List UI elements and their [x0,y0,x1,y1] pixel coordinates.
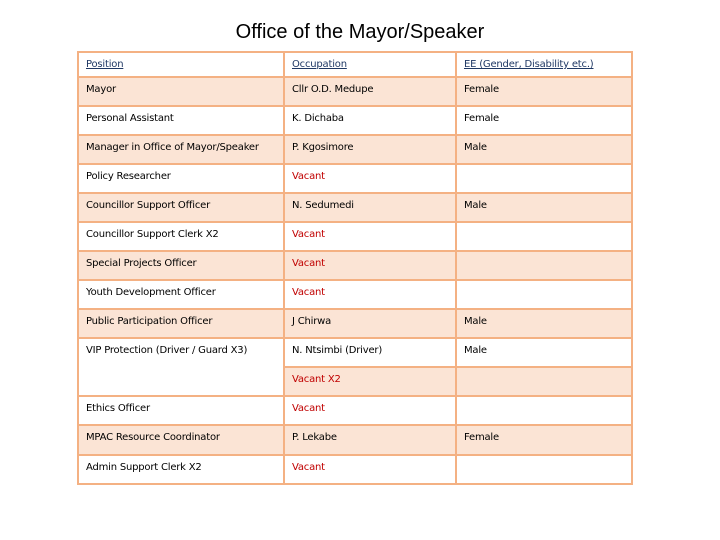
occupation-cell [284,396,456,425]
page-title: Office of the Mayor/Speaker [235,21,485,43]
occupation-cell-text: N. Sedumedi [292,200,354,211]
table-row [78,77,632,106]
ee-cell [456,222,632,251]
position-cell [78,251,284,280]
occupation-cell [284,77,456,106]
occupation-cell [284,164,456,193]
position-cell-text: Mayor [86,84,116,95]
ee-cell-text: Female [464,432,499,443]
ee-cell [456,338,632,367]
ee-cell [456,396,632,425]
ee-cell-text: Male [464,142,487,153]
occupation-cell-text: Vacant [292,403,325,414]
occupation-cell-text: Vacant [292,258,325,269]
position-cell [78,106,284,135]
position-cell [78,77,284,106]
occupation-cell-text: Cllr O.D. Medupe [292,84,374,95]
ee-cell-text: Male [464,345,487,356]
occupation-cell-text: K. Dichaba [292,113,344,124]
ee-cell [456,425,632,455]
ee-cell [456,251,632,280]
position-cell-text: Policy Researcher [86,171,171,182]
occupation-cell [284,222,456,251]
occupation-cell [284,338,456,367]
table-row [78,164,632,193]
occupation-cell [284,309,456,338]
position-cell-text: Councillor Support Officer [86,200,210,211]
occupation-cell [284,425,456,455]
ee-cell-text: Male [464,316,487,327]
ee-cell [456,77,632,106]
occupation-cell-text: N. Ntsimbi (Driver) [292,345,383,356]
occupation-cell-text: Vacant [292,171,325,182]
position-cell [78,309,284,338]
position-cell-text: Manager in Office of Mayor/Speaker [86,142,259,153]
ee-cell [456,135,632,164]
position-cell-text: Special Projects Officer [86,258,197,269]
position-cell [78,367,284,396]
ee-cell [456,280,632,309]
ee-cell-text: Male [464,200,487,211]
position-cell-text: Admin Support Clerk X2 [86,462,202,473]
position-cell [78,135,284,164]
table-row [78,251,632,280]
table-row [78,396,632,425]
ee-cell [456,367,632,396]
occupation-cell [284,455,456,484]
staff-table [77,51,633,485]
occupation-cell-text: Vacant X2 [292,374,341,385]
position-cell [78,222,284,251]
position-cell-text: Ethics Officer [86,403,150,414]
occupation-cell [284,106,456,135]
table-header-row [78,52,632,77]
ee-cell-text: Female [464,113,499,124]
table-row [78,193,632,222]
table-row [78,309,632,338]
position-cell [78,455,284,484]
occupation-cell-text: Vacant [292,229,325,240]
table-row [78,455,632,484]
ee-cell [456,193,632,222]
table-row [78,280,632,309]
table-row [78,425,632,455]
table-row [78,106,632,135]
table-row [78,135,632,164]
occupation-cell [284,193,456,222]
header-occupation: Occupation [284,52,456,77]
occupation-cell-text: Vacant [292,287,325,298]
table-row [78,222,632,251]
position-cell [78,164,284,193]
position-cell-text: Councillor Support Clerk X2 [86,229,219,240]
ee-cell-text: Female [464,84,499,95]
header-position: Position [78,52,284,77]
position-cell [78,425,284,455]
ee-cell [456,106,632,135]
ee-cell [456,455,632,484]
position-cell [78,338,284,367]
ee-cell [456,164,632,193]
position-cell [78,396,284,425]
position-cell-text: VIP Protection (Driver / Guard X3) [86,345,248,356]
occupation-cell-text: J Chirwa [292,316,332,327]
occupation-cell [284,135,456,164]
header-ee: EE (Gender, Disability etc.) [456,52,632,77]
occupation-cell-text: P. Lekabe [292,432,337,443]
occupation-cell [284,280,456,309]
position-cell-text: MPAC Resource Coordinator [86,432,220,443]
position-cell-text: Youth Development Officer [86,287,216,298]
position-cell [78,280,284,309]
position-cell [78,193,284,222]
occupation-cell-text: P. Kgosimore [292,142,354,153]
occupation-cell [284,251,456,280]
position-cell-text: Public Participation Officer [86,316,213,327]
table-row [78,338,632,367]
ee-cell [456,309,632,338]
position-cell-text: Personal Assistant [86,113,174,124]
occupation-cell-text: Vacant [292,462,325,473]
occupation-cell [284,367,456,396]
table-row [78,367,632,396]
